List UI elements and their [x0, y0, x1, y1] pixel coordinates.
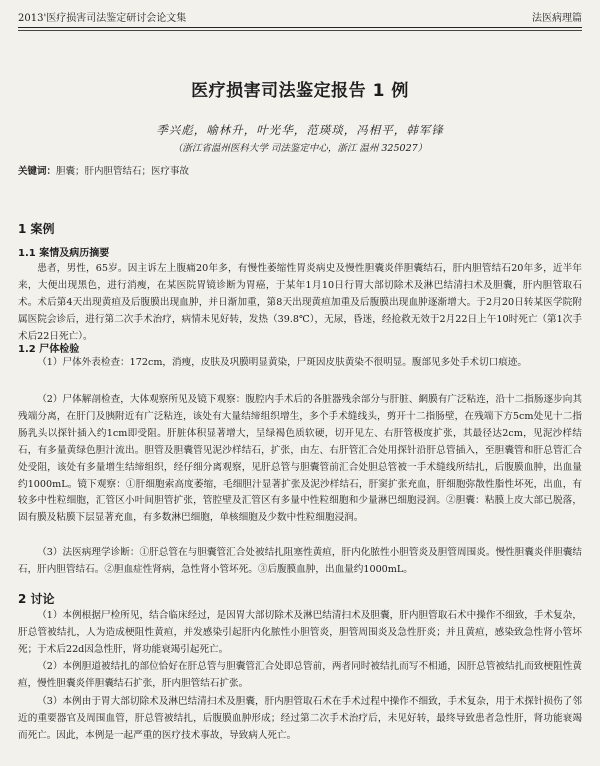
keywords [18, 163, 582, 177]
paper-title: 医疗损害司法鉴定报告 1 例 [191, 81, 409, 101]
paragraph-discussion-1: （1）本例根据尸检所见，结合临床经过，是因胃大部切除术及淋巴结清扫术及胆囊，肝内胆管取石术中操作不细致，手术复杂，肝总管被结扎，人为造成梗阻性黄疸，并发感染引起肝内化脓性小胆管炎，胆管周围炎及急性肝炎；并且黄疸，感染致急性肾小管坏死；于术后22d因急性肝，肾功能衰竭引起死亡。 [18, 610, 582, 655]
author-list: 季兴彪，喻林升，叶光华，范瑛琰，冯相平，韩军锋 [156, 123, 444, 137]
paragraph-case-history: 患者，男性，65岁。因主诉左上腹痛20年多，有慢性萎缩性胃炎病史及慢性胆囊炎伴胆囊结石，肝内胆管结石20年多，近半年来，大便出现黑色，进行消瘦，在某医院胃镜诊断为胃癌，于某年1月10日行胃大部切除术及淋巴结清扫术及胆囊，肝内胆管取石术。术后第4天出现黄疸及后腹膜出现血肿，并日渐加重，第8天出现黄疸加重及后腹膜出现血肿逐渐增大。于2月20日转某医学院附属医院会诊后，进行第二次手术治疗，病情未见好转，发热（39.8℃），无尿，昏迷，经抢救无效于2月22日上午10时死亡（第1次手术后22日死亡）。 [18, 263, 582, 342]
affiliation: （浙江省温州医科大学 司法鉴定中心，浙江 温州 325027） [172, 143, 428, 154]
header-rule-thick [18, 27, 582, 28]
keywords-text: 胆囊；肝内胆管结石；医疗事故 [56, 166, 190, 177]
header-rule-thin [18, 30, 582, 31]
paragraph-pathology-diagnosis: （3）法医病理学诊断：①肝总管在与胆囊管汇合处被结扎阻塞性黄疸，肝内化脓性小胆管炎及胆管周围炎。慢性胆囊炎伴胆囊结石，肝内胆管结石。②胆血症性肾病，急性肾小管坏死。③后腹膜血肿，出血量约1000mL。 [18, 547, 582, 575]
running-header [18, 8, 582, 24]
section-heading-discussion: 2 讨论 [18, 592, 55, 606]
paragraph-discussion-2: （2）本例胆道被结扎的部位恰好在肝总管与胆囊管汇合处即总管前，两者同时被结扎而写不相通，因肝总管被结扎而致梗阻性黄疸，慢性胆囊炎伴胆囊结石扩张，肝内胆管结石扩张。 [18, 661, 582, 689]
paragraph-discussion-3: （3）本例由于胃大部切除术及淋巴结清扫术及胆囊，肝内胆管取石术在手术过程中操作不细致，手术复杂，用于术探针损伤了邻近的重要器官及周围血管，肝总管被结扎，后腹膜血肿形成；经过第二次手术治疗后，未见好转，最终导致患者急性肝，肾功能衰竭而死亡。因此，本例是一起严重的医疗技术事故，导致病人死亡。 [18, 696, 582, 741]
paragraph-external-exam: （1）尸体外表检查：172cm，消瘦，皮肤及巩膜明显黄染，尸斑因皮肤黄染不很明显。腹部见多处手术切口痕迹。 [37, 357, 527, 368]
subsection-heading-autopsy: 1.2 尸体检验 [18, 344, 80, 355]
running-header-left: 2013'医疗损害司法鉴定研讨会论文集 [18, 13, 187, 24]
paragraph-autopsy-findings: （2）尸体解剖检查，大体观察所见及镜下观察：腹腔内手术后的各脏器残余部分与肝脏、網膜有广泛粘连，沿十二指肠逐步向其残端分离，在肝门及胰附近有广泛粘连，该处有大量结缔组织增生，多个手术缝线头，剪开十二指肠壁，在残端下方5cm处见十二指肠乳头以探针插入约1cm即受阻。肝脏体积显著增大，呈绿褐色质软硬，切开见左、右肝管极度扩张，其最径达2cm，见泥沙样结石，有多量黄绿色胆汁流出。胆管及胆囊管见泥沙样结石，扩张，由左、右肝管汇合处用探针沿肝总管插入，至胆囊管和肝总管汇合处受阻，该处有多量增生结缔组织，经仔细分离观察，见肝总管与胆囊管前汇合处胆总管被一手术缝线所结扎，后腹膜血肿，出血量约1000mL。镜下观察：①肝细胞索高度萎缩，毛细胆汁显著扩张及泥沙样结石，肝窦扩张充血，肝细胞弥散性脂性坏死，出血，有较多中性粒细胞，汇管区小叶间胆管扩张，管腔壁及汇管区有多量中性粒细胞和少量淋巴细胞浸润。②胆囊：粘膜上皮大部已脱落，固有膜及粘膜下层显著充血，有多数淋巴细胞，单核细胞及少数中性粒细胞浸润。 [18, 394, 582, 524]
subsection-heading-case-history: 1.1 案情及病历摘要 [18, 248, 110, 259]
section-heading-case: 1 案例 [18, 222, 55, 236]
keywords-label: 关键词： [18, 166, 57, 177]
running-header-right: 法医病理篇 [532, 13, 582, 24]
